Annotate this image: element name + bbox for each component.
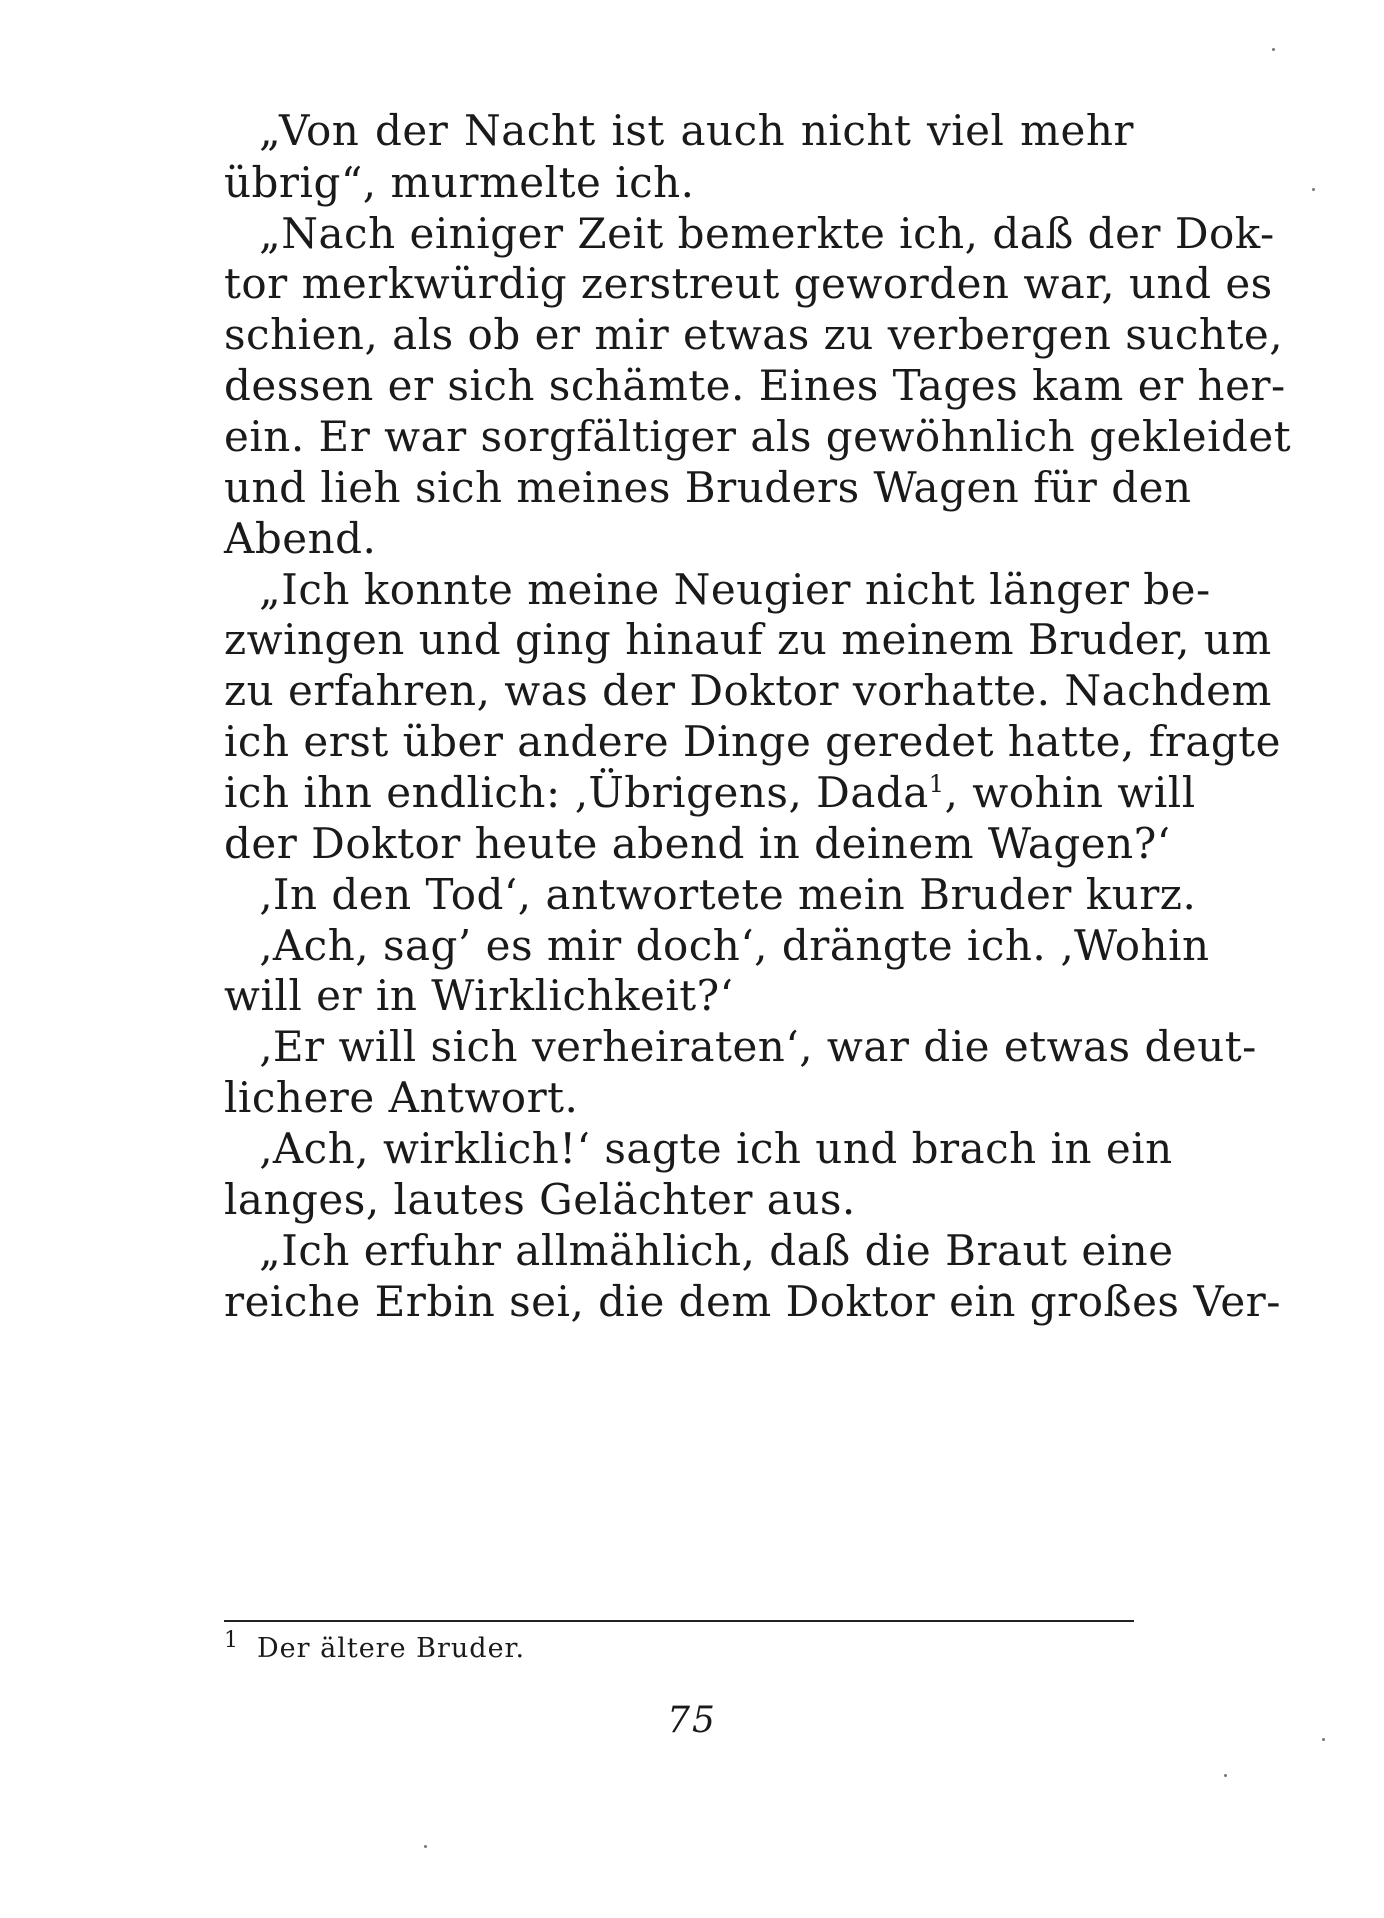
text-line: „Nach einiger Zeit bemerkte ich, daß der Dok- [259,209,1275,258]
text-line: Abend. [224,514,377,563]
text-line: zu erfahren, was der Doktor vorhatte. Nachdem [224,666,1272,715]
page-number: 75 [667,1700,717,1741]
text-line: dessen er sich schämte. Eines Tages kam er her- [224,361,1286,410]
text-line: will er in Wirklichkeit?‘ [224,971,734,1020]
text-line: ein. Er war sorgfältiger als gewöhnlich gekleidet [224,412,1292,461]
text-line: reiche Erbin sei, die dem Doktor ein großes Ver- [224,1277,1281,1326]
paper-speck [424,1845,427,1848]
paper-speck [1312,188,1315,191]
text-line: und lieh sich meines Bruders Wagen für den [224,463,1192,512]
paper-speck [1322,1738,1325,1741]
footnote-divider [224,1620,1134,1622]
text-line: der Doktor heute abend in deinem Wagen?‘ [224,819,1171,868]
text-line: ‚In den Tod‘, antwortete mein Bruder kurz. [259,870,1197,919]
text-line: „Ich konnte meine Neugier nicht länger be- [259,565,1211,614]
text-line: tor merkwürdig zerstreut geworden war, und es [224,259,1273,308]
paper-speck [1224,1774,1227,1777]
line-segment: , wohin will [944,768,1196,817]
text-line: ‚Er will sich verheiraten‘, war die etwas deut- [259,1022,1257,1071]
text-line: schien, als ob er mir etwas zu verbergen suchte, [224,310,1284,359]
text-line: ‚Ach, wirklich!‘ sagte ich und brach in ein [259,1124,1173,1173]
footnote-reference: 1 [928,770,945,798]
text-line: ich erst über andere Dinge geredet hatte, fragte [224,717,1281,766]
text-line: „Ich erfuhr allmählich, daß die Braut eine [259,1226,1174,1275]
text-line: übrig“, murmelte ich. [224,158,695,207]
line-segment: ich ihn endlich: ‚Übrigens, Dada [224,768,929,817]
text-line: ‚Ach, sag’ es mir doch‘, drängte ich. ‚Wohin [259,921,1210,970]
footnote [224,1628,1134,1670]
text-line: „Von der Nacht ist auch nicht viel mehr [259,106,1134,155]
text-line: zwingen und ging hinauf zu meinem Bruder, um [224,615,1272,664]
text-line: lichere Antwort. [224,1073,579,1122]
footnote-marker: 1 [224,1628,239,1653]
text-line: langes, lautes Gelächter aus. [224,1175,856,1224]
paper-speck [1272,48,1275,51]
footnote-text: Der ältere Bruder. [257,1633,526,1664]
